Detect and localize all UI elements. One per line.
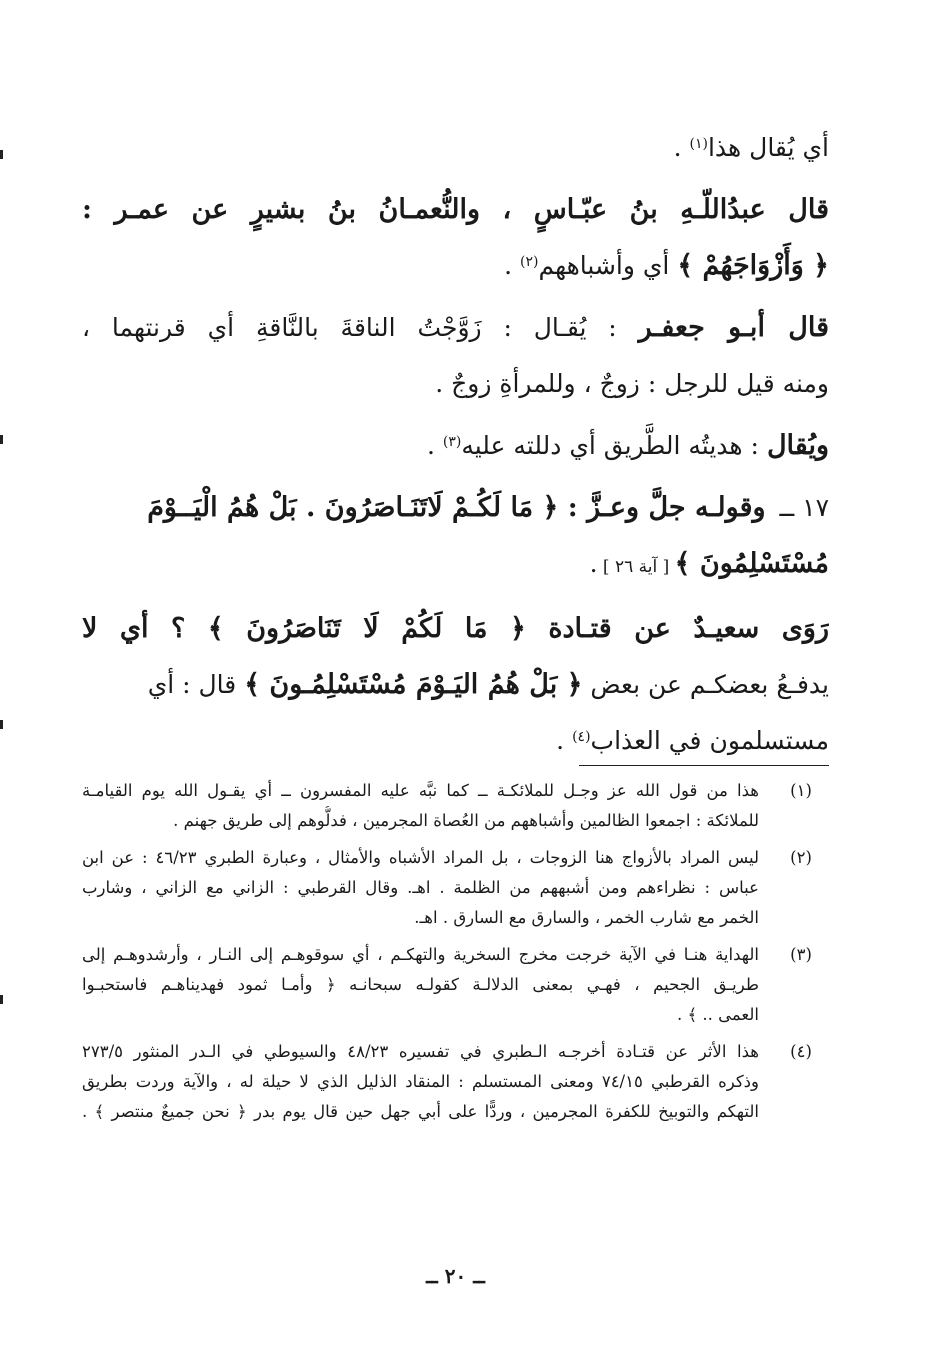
paragraph-5-line-3: مستسلمون في العذاب$^{(٤)}$ . [556, 726, 829, 755]
footnote-ref[interactable]: (٤) [572, 729, 591, 745]
footnote-line: طريـق الجحيم ، فهـي بمعنى الدلالـة كقولـه سبحانـه ﴿ وأمـا ثمود فهديناهـم فاستحبـوا [82, 975, 759, 994]
footnote-line: الخمر مع شارب الخمر ، والسارق مع السارق . اهـ. [414, 908, 759, 927]
footnote-line: هذا الأثر عن قتـادة أخرجـه الـطبري في تفسيره ٤٨/٢٣ والسيوطي في الـدر المنثور ٢٧٣/٥ [82, 1042, 759, 1061]
footnote-line: التهكم والتوبيخ للكفرة المجرمين ، وردًّا على أبي جهل حين قال يوم بدر ﴿ نحن جميعٌ منتصر ﴾ . [82, 1102, 759, 1121]
footnote-line: عباس : نظراءهم ومن أشبههم من الظلمة . اهـ. وقال القرطبي : الزاني مع الزاني ، وشارب [82, 878, 759, 897]
footnote-number: (٢) [790, 848, 812, 867]
footnote-4 [82, 1037, 829, 1127]
speaker-label: ويُقال [766, 430, 829, 461]
footnote-number: (١) [790, 781, 812, 800]
scan-edge-mark [0, 435, 3, 444]
footnote-separator [579, 765, 829, 766]
paragraph-2-line-2: ﴿ وَأَزْوَاجَهُمْ ﴾ أي وأشباههم$^{(٢)}$ . [504, 250, 829, 281]
footnote-ref[interactable]: (٢) [519, 254, 539, 270]
book-page [82, 0, 829, 1355]
footnote-line: هذا من قول الله عز وجـل للملائكـة ــ كما نبَّه عليه المفسرون ــ أي يقـول الله يوم القيامـة [82, 781, 759, 800]
verse-number: ١٧ ــ [779, 493, 829, 522]
footnote-ref[interactable]: (٣) [442, 434, 462, 450]
paragraph-5-line-2: يدفـعُ بعضكـم عن بعض ﴿ بَلْ هُمُ اليَـوْمَ مُسْتَسْلِمُـونَ ﴾ قال : أي [147, 669, 829, 700]
footnote-3 [82, 940, 829, 1030]
footnote-line: وذكره القرطبي ٧٤/١٥ ومعنى المستسلم : المنقاد الذليل الذي لا حيلة له ، والآية وردت بطريق [82, 1072, 759, 1091]
page-number: ــ ٢٠ ــ [426, 1264, 485, 1288]
footnote-line: العمى .. ﴾ . [676, 1005, 759, 1024]
footnote-number: (٣) [790, 945, 812, 964]
footnote-line: ليس المراد بالأزواج هنا الزوجات ، بل المراد الأشباه والأمثال ، وعبارة الطبري ٤٦/٢٣ : عن ابن [82, 848, 759, 867]
quran-quote: ﴿ وَأَزْوَاجَهُمْ ﴾ [677, 250, 829, 281]
paragraph-3-line-2: ومنه قيل للرجل : زوجٌ ، وللمرأةِ زوجٌ . [435, 369, 829, 398]
footnote-1 [82, 776, 829, 836]
footnote-line: الهداية هنـا في الآية خرجت مخرج السخرية والتهكـم ، أي سوقوهـم إلى النـار ، وأرشدوهـم إلى [82, 945, 759, 964]
paragraph-5-line-1: رَوَى سعيـدٌ عن قتـادة ﴿ مَا لَكُمْ لَا تَنَاصَرُونَ ﴾ ؟ أي لا [82, 613, 829, 644]
verse-heading-line-1 [82, 480, 829, 536]
speaker-label: قال أبـو جعفـر [638, 312, 829, 343]
footnotes [82, 776, 829, 1134]
paragraph-4: ويُقال : هديتُه الطَّريق أي دللته عليه$^{(٣)}$ . [426, 430, 829, 461]
footnote-number: (٤) [790, 1042, 812, 1061]
main-text [82, 120, 829, 769]
footnote-2 [82, 843, 829, 933]
verse-text: وقولـه جلَّ وعـزَّ : ﴿ مَا لَكُـمْ لَاتَنَـاصَرُونَ . بَلْ هُمُ الْيَــوْمَ [147, 492, 766, 523]
scan-edge-mark [0, 150, 3, 159]
verse-text: مُسْتَسْلِمُونَ ﴾ [674, 548, 829, 579]
scan-edge-mark [0, 720, 3, 729]
paragraph-3-line-1: قال أبـو جعفـر : يُقـال : زَوَّجْتُ الناقةَ بالنَّاقةِ أي قرنتهما ، [82, 312, 829, 343]
footnote-line: للملائكة : اجمعوا الظالمين وأشباههم من العُصاة المجرمين ، فدلُّوهم إلى طريق جهنم . [173, 811, 759, 830]
quran-quote: ﴿ بَلْ هُمُ اليَـوْمَ مُسْتَسْلِمُـونَ ﴾ [244, 669, 583, 700]
ayah-reference: [ آية ٢٦ ] [597, 557, 675, 577]
footnote-ref[interactable]: (١) [689, 136, 708, 152]
paragraph-2-line-1: قال عبدُاللّـهِ بنُ عبّـاسٍ ، والنُّعمـانُ بنُ بشيرٍ عن عمـر : [82, 194, 829, 225]
paragraph-1: أي يُقال هذا$^{(١)}$ . [673, 133, 829, 162]
verse-heading-line-2: مُسْتَسْلِمُونَ ﴾ [ آية ٢٦ ] . [589, 548, 829, 579]
scan-edge-mark [0, 995, 3, 1004]
